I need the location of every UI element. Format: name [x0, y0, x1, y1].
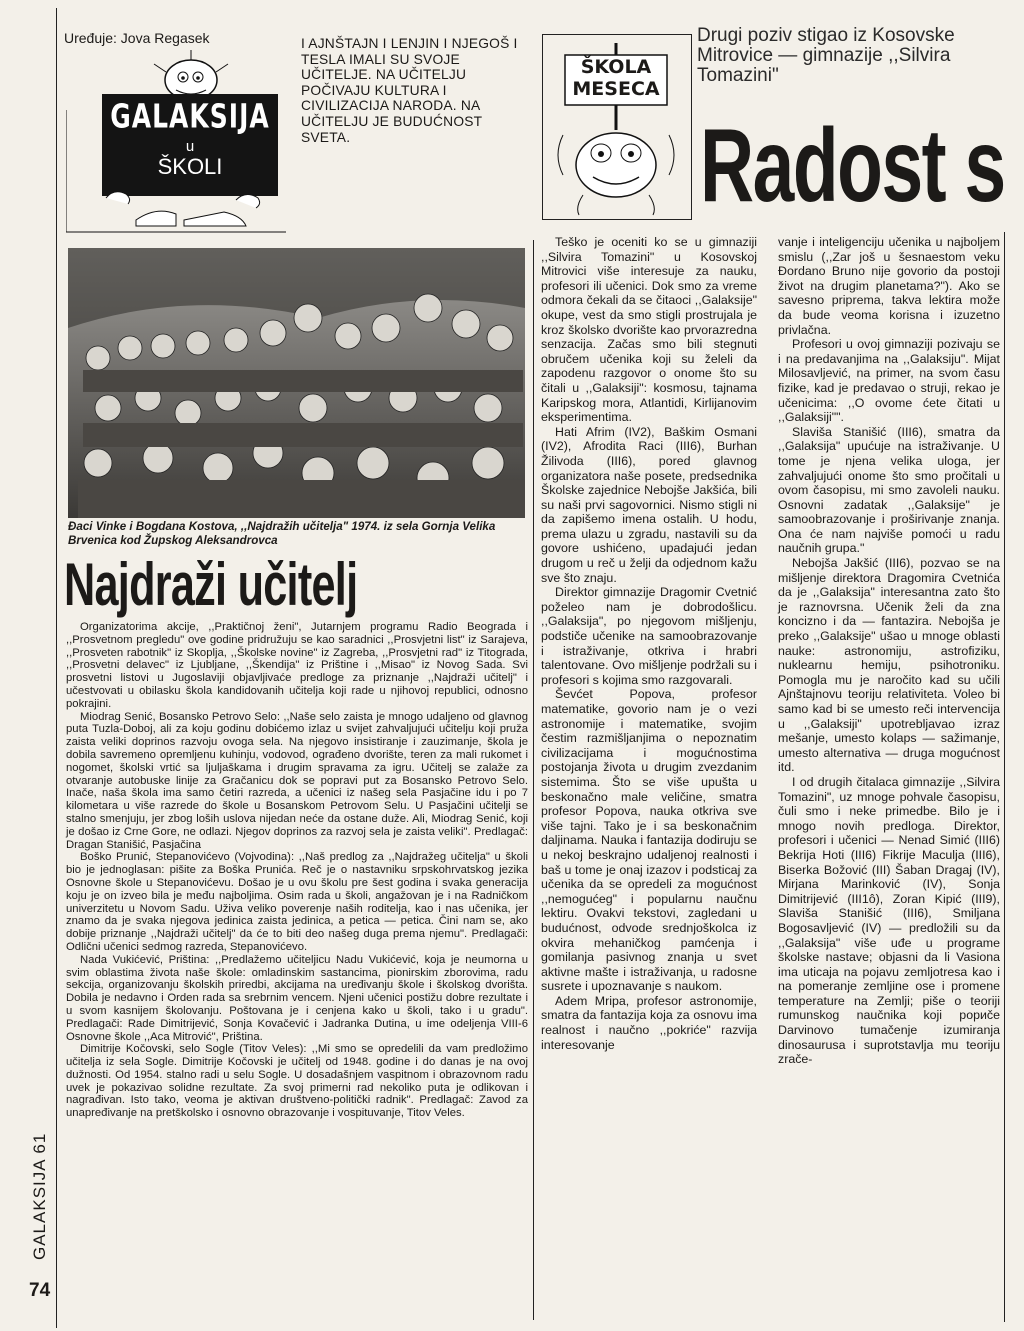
second-article-kicker: Drugi poziv stigao iz Kosovske Mitrovice — gimnazije ,,Silvira Tomazini": [697, 25, 955, 86]
editor-credit: Uređuje: Jova Regasek: [64, 30, 210, 46]
school-paragraph: Direktor gimnazije Dragomir Cvetnić poželeo nam je dobrodošlicu. ,,Galaksija", po njegovom mišljenju, podstiče učenike na samoobrazovanje i istraživanje, otkriva i hrabri talentovane. Ovo mišljenje podržali su i profesori s kojima smo razgovarali.: [541, 585, 757, 687]
school-paragraph: I od drugih čitalaca gimnazije ,,Silvira Tomazini", uz mnoge pohvale časopisu, čuli smo i neke primedbe. Bilo je i mnogo novih predloga. Direktor, profesori i učenici — Nenad Simić (III6) Bekrija Hoti (III6) Fikrije Maculja (III6), Biserka Božović (III) Šaban Dragaj (IV), Mirjana Marinković (IV), Sonja Dimitrijević (III1ô), Zoran Kipić (III9), Slaviša Stanišić (III6), Smiljana Bogosavljević (IV) — predložili su da ,,Galaksija" više uđe u programe školske nastave; objasni da li Vasiona ima uticaja na pojavu zemljotresa kao i na pomeranje zemljine ose i promene temperature na Zemlji; piše o teoriji rumunskog naučnika koji pориče Darvinovo tumačenje izumiranja dinosaurusa i suprotstavlja mu teoriju zrače-: [778, 774, 1000, 1067]
article-paragraph: Boško Prunić, Stepanovićevo (Vojvodina): ,,Naš predlog za ,,Najdražeg učitelja" u školi bio je jednoglasan: pišite za Boška Prunića. Reč je o nastavniku srpskohrvatskog jezika Osnovne škole u Stepanovićevu. Došao je u ovu školu pre šest godina i svaka generacija koju je on izveo bila je među najboljima. Osim rada u školi, angažovan je i na Radničkom univerzitetu u Novom Sadu. Uživa veliko poverenje naših roditelja, kao i nas učenika, jer znamo da je svaka njegova jedinica zaista jedinica, a petica — petica. Čini nam se, ako dobije priznanje ,,Najdraži učitelj" da će to biti deo našeg duga prema njemu". Predlagači: Odlični učenici sedmog razreda, Stepanovićevo.: [66, 851, 528, 953]
logo-title: GALAKSIJA: [110, 97, 270, 136]
school-paragraph: Adem Mripa, profesor astronomije, smatra da fantazija koja za osnovu ima realnost i naučno ,,pokriće" razvija interesovanje: [541, 993, 757, 1052]
skola-meseca-badge: [542, 34, 692, 220]
school-paragraph: Profesori u ovoj gimnaziji pozivaju se i na predavanjima na ,,Galaksiju". Mijat Milosavljević, na primer, na svom času fizike, kad je predavao o struji, rekao je učenicima: ,,O ovome ćete čitati u ,,Galaksiji"".: [778, 337, 1000, 425]
school-article-column-2: [778, 235, 1000, 1067]
photo-caption: Đaci Vinke i Bogdana Kostova, ,,Najdražih učitelja" 1974. iz sela Gornja Velika Brvenica kod Župskog Aleksandrovca: [68, 520, 496, 547]
school-paragraph: Slaviša Stanišić (III6), smatra da ,,Galaksija" upućuje na istraživanje. U tome je njena velika uloga, jer zahvaljujući onome što smo pročitali u ovom časopisu, mi smo zavoleli nauku. Osnovni zadatak ,,Galaksije" je samoobrazovanje i proširivanje znanja. Ona će nam najviše pomoći u radu naučnih grupa.": [778, 424, 1000, 556]
article-headline: Najdraži učitelj: [64, 551, 358, 618]
right-column-rule: [1004, 232, 1005, 1322]
school-paragraph: Nebojša Jakšić (III6), pozvao se na mišljenje direktora Dragomira Cvetnića da je ,,Galaksija" interesantna zato što je raznovrsna. Učenik želi da zna koncizno i da — fantazira. Nebojša je preko ,,Galaksije" ušao u mnoge oblasti nauke: astronomiju, astrofiziku, nuklearnu hemiju, psihotroniku. Pomogla mu je naročito kad su učili Ajnštajnovu teoriju relativiteta. Voleo bi samo kad bi se umesto reči intervencija u ,,Galaksiji" upotrebljavao izraz mešanje, umesto kolaps — sažimanje, umesto alternativa — druga mogućnost itd.: [778, 556, 1000, 775]
motto-text: I AJNŠTAJN I LENJIN I NJEGOŠ I TESLA IMALI SU SVOJE UČITELJE. NA UČITELJU POČIVAJU KULTURA I CIVILIZACIJA NARODA. NA UČITELJU JE BUDUĆNOST SVETA.: [301, 36, 518, 145]
school-paragraph: Teško je oceniti ko se u gimnaziji ,,Silvira Tomazini" u Kosovskoj Mitrovici više interesuje za nauku, profesori ili učenici. Dok smo za vreme odmora čekali da se čitaoci ,,Galaksije" okupe, vest da smo stigli prostrujala je kroz školsko dvorište kao prvorazredna senzacija. Začas smo bili stegnuti obručem učenika koji su želeli da zapodenu razgovor o onome što su čitali u ,,Galaksiji": kosmosu, tajnama Karipskog mora, Atlantidi, Kirlijanovim eksperimentima.: [541, 235, 757, 425]
logo-subtitle: ŠKOLI: [157, 154, 223, 179]
logo-connector: u: [185, 138, 195, 155]
article-paragraph: Nada Vukićević, Priština: ,,Predlažemo učiteljicu Nadu Vukićević, koja je neumorna u svim oblastima života naše škole: omladinskim sastancima, pionirskim zborovima, radu sekcija, organizovanju školskih priredbi, akcijama na uređivanju škole i školskog dvorišta. Dobila je nedavno i Orden rada sa srebrnim vencem. Njeni učenici postižu dobre rezultate i u svom kasnijem školovanju. Poštovana je i cenjena kako u školi, tako i u gradu". Predlagači: Rade Dimitrijević, Sonja Kovačević i Jadranka Dutina, u ime odeljenja VIII-6 Osnovne škole ,,Aca Mitrović", Priština.: [66, 953, 528, 1043]
page-number: 74: [29, 1280, 51, 1301]
article-paragraph: Dimitrije Kočovski, selo Sogle (Titov Veles): ,,Mi smo se opredelili da vam predložimo učitelja iz sela Sogle. Dimitrije Kočovski je učitelj od 1948. godine i do danas je na ovoj dužnosti. Od 1954. stalno radi u selu Sogle. U dosadašnjem vaspitnom i obrazovnom radu uvek je pokazivao solidne rezultate. Za svoj primerni rad nekoliko puta je odlikovan i nagrađivan. Isto tako, veoma je aktivan društveno-politički radnik". Predlagač: Zavod za unapređivanje na pretškolsko i osnovno obrazovanje i vospituvanje, Titov Veles.: [66, 1043, 528, 1120]
left-margin-rule: [56, 8, 57, 1328]
magazine-issue: GALAKSIJA 61: [30, 1132, 49, 1260]
school-paragraph: Hati Afrim (IV2), Baškim Osmani (IV2), Afrodita Raci (III6), Burhan Žilivoda (III6), pored glavnog organizatora naše posete, predsednika Školske zajednice Nebojše Jakšića, bili su naši prvi sagovornici. Nismo stigli ni da zapišemo imena ostalih. U hodu, prema ulazu u zgradu, nastavili su da govore ushićeno, upadajući jedan drugom u reč u želji da odjednom kažu sve što znaju.: [541, 424, 757, 585]
article-body: [66, 621, 528, 1120]
column-rule: [533, 240, 534, 1320]
second-article-headline: Radost s: [700, 108, 1005, 224]
galaksija-u-skoli-logo: [66, 50, 286, 235]
school-article-column-1: [541, 235, 757, 1052]
badge-line-2: MESECA: [572, 78, 660, 100]
article-paragraph: Organizatorima akcije, ,,Praktičnoj ženi", Jutarnjem programu Radio Beograda i ,,Prosvetnom pregledu" ove godine pridružuju se kao saradnici ,,Prosvjetni list" iz Sarajeva, ,,Prosveten rabotnik" iz Skoplja, ,,Školske novine" iz Zagreba, ,,Prosvjetni rad" iz Titograda, ,,Prosvetni delavec" iz Ljubljane, ,,Škendija" iz Prištine i ,,Misao" iz Novog Sada. Svi prosvetni listovi u Jugoslaviji objavljivaće predloge za priznanje ,,Najdraži učitelj" i učestvovati u obilasku škola kandidovanih učitelja koji rade u njihovoj republici, odnosno pokrajini.: [66, 621, 528, 710]
article-paragraph: Miodrag Senić, Bosansko Petrovo Selo: ,,Naše selo zaista je mnogo udaljeno od glavnog puta Tuzla-Doboj, ali za koju godinu dobićemo izlaz u svijet zahvaljujući učitelju koji pruža zaista veliki doprinos razvoju ovoga sela. Na njegovo insistiranje i zauzimanje, škola je dobila savremeno opremljenu kuhinju, vodovod, ograđeno dvorište, teren za mali rukomet i nogomet, školski vrtić sa ljuljaškama i drugim spravama za igru. Učitelj se zalaže za otvaranje autobuske linije za Gračanicu dok se popravi put za Bosansko Petrovo Selo. Inače, naša škola ima samo četiri razreda, a učenici iz našeg sela Pasjačine idu i po 7 kilometara u više razrede do škole u Bosanskom Petrovom Selu. U Pasjačini učitelji se stalno smenjuju, jer zbog loših uslova nijedan neće da ostane duže. Ali, Miodrag Senić, koji je došao iz Crne Gore, ne odlazi. Njegov doprinos za razvoj sela je zaista veliki". Predlagač: Dragan Stanišić, Pasjačina: [66, 710, 528, 851]
badge-line-1: ŠKOLA: [580, 56, 652, 78]
school-paragraph: vanje i inteligenciju učenika u najboljem smislu (,,Zar još u šesnaestom veku Đordano Bruno nije govorio da postoji život na drugim planetama?"). Ako se savesno pripremа, takva lektira može da bude veoma korisna i izuzetno privlačna.: [778, 235, 1000, 337]
side-magazine-label: [30, 1000, 50, 1260]
class-photo: [68, 248, 525, 518]
school-paragraph: Ševćet Popova, profesor matematike, govorio nam je o vezi astronomije i matematike, svojim čestim razmišljanjima o nepoznatim civilizacijama i mogućnostima postojanja života u drugim zvezdanim sistemima. Što se više upušta u beskonačno male veličine, smatra profesor Popova, nauka otkriva sve više tajni. Tako je i sa beskonačnim daljinama. Nauka i fantazija dodiruju se u nekoj beskrajno udaljenoj realnosti i baš u tome je onaj izazov i podsticaj za učenika da se opredeli za mogućnost ,,nemogućeg" i popularnu naučnu lektiru. Ovakvi tekstovi, zagledani u budućnost, odvode srednjoškolca iz okvira mehaničkog pamćenja i gomilanja pasivnog znanja u svet aktivne mašte i istraživanja, u radosne susrete i upoznavanje s naukom.: [541, 687, 757, 994]
